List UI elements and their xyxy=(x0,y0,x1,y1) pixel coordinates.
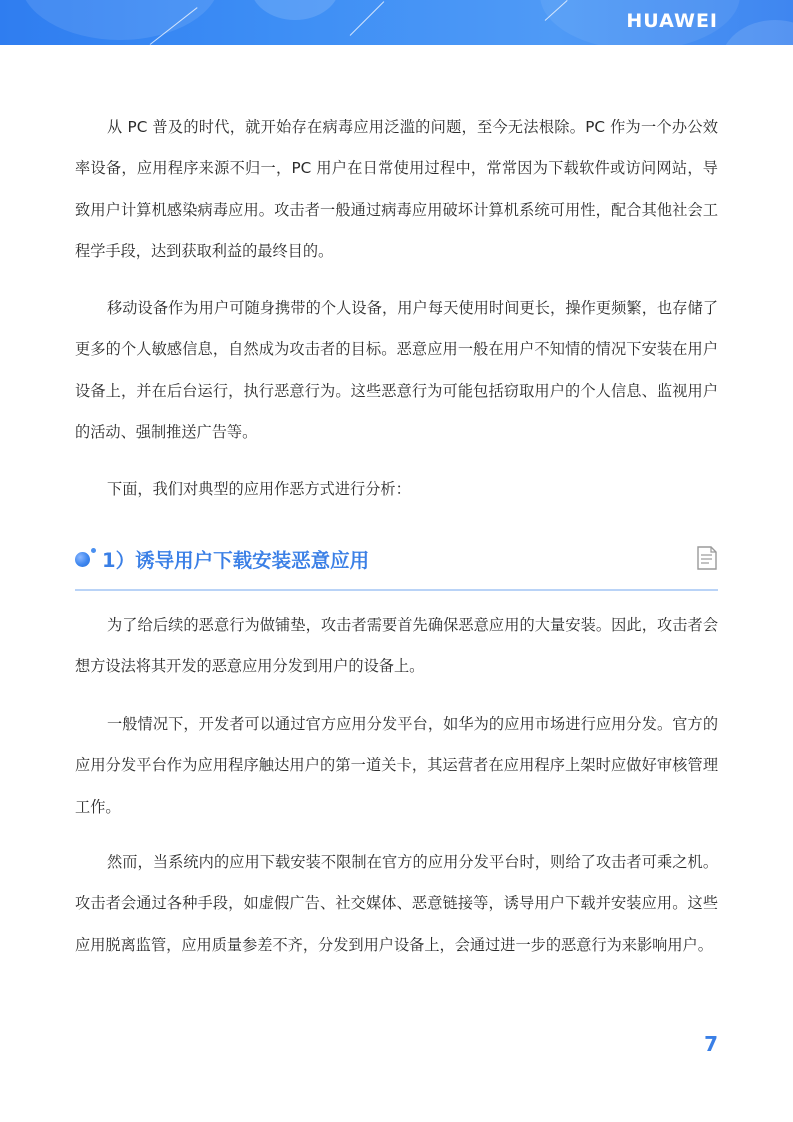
banner-decoration xyxy=(250,0,340,20)
header-banner xyxy=(0,0,793,45)
body-paragraph: 移动设备作为用户可随身携带的个人设备，用户每天使用时间更长，操作更频繁，也存储了更多的个人敏感信息，自然成为攻击者的目标。恶意应用一般在用户不知情的情况下安装在用户设备上，并在后台运行，执行恶意行为。这些恶意行为可能包括窃取用户的个人信息、监视用户的活动、强制推送广告等。 xyxy=(75,299,718,441)
document-icon xyxy=(696,545,718,571)
body-paragraph: 从 PC 普及的时代，就开始存在病毒应用泛滥的问题，至今无法根除。PC 作为一个办公效率设备，应用程序来源不归一，PC 用户在日常使用过程中，常常因为下载软件或访问网站，导致用户计算机感染病毒应用。攻击者一般通过病毒应用破坏计算机系统可用性，配合其他社会工程学手段，达到获取利益的最终目的。 xyxy=(75,118,718,260)
page-number: 7 xyxy=(704,1032,718,1056)
body-paragraph: 一般情况下，开发者可以通过官方应用分发平台，如华为的应用市场进行应用分发。官方的应用分发平台作为应用程序触达用户的第一道关卡，其运营者在应用程序上架时应做好审核管理工作。 xyxy=(75,715,718,816)
body-paragraph: 下面，我们对典型的应用作恶方式进行分析： xyxy=(107,480,411,498)
banner-decoration xyxy=(20,0,220,40)
body-paragraph: 然而，当系统内的应用下载安装不限制在官方的应用分发平台时，则给了攻击者可乘之机。攻击者会通过各种手段，如虚假广告、社交媒体、恶意链接等，诱导用户下载并安装应用。这些应用脱离监管，应用质量参差不齐，分发到用户设备上，会通过进一步的恶意行为来影响用户。 xyxy=(75,853,718,954)
section-divider xyxy=(75,589,718,591)
bullet-dot-icon xyxy=(75,552,90,567)
brand-logo: HUAWEI xyxy=(626,10,718,32)
section-heading xyxy=(75,540,718,590)
bullet-dot-icon xyxy=(91,548,96,553)
body-paragraph: 为了给后续的恶意行为做铺垫，攻击者需要首先确保恶意应用的大量安装。因此，攻击者会想方设法将其开发的恶意应用分发到用户的设备上。 xyxy=(75,616,718,676)
banner-decoration xyxy=(350,1,385,36)
section-title: 1）诱导用户下载安装恶意应用 xyxy=(102,549,370,572)
banner-decoration xyxy=(720,20,793,45)
